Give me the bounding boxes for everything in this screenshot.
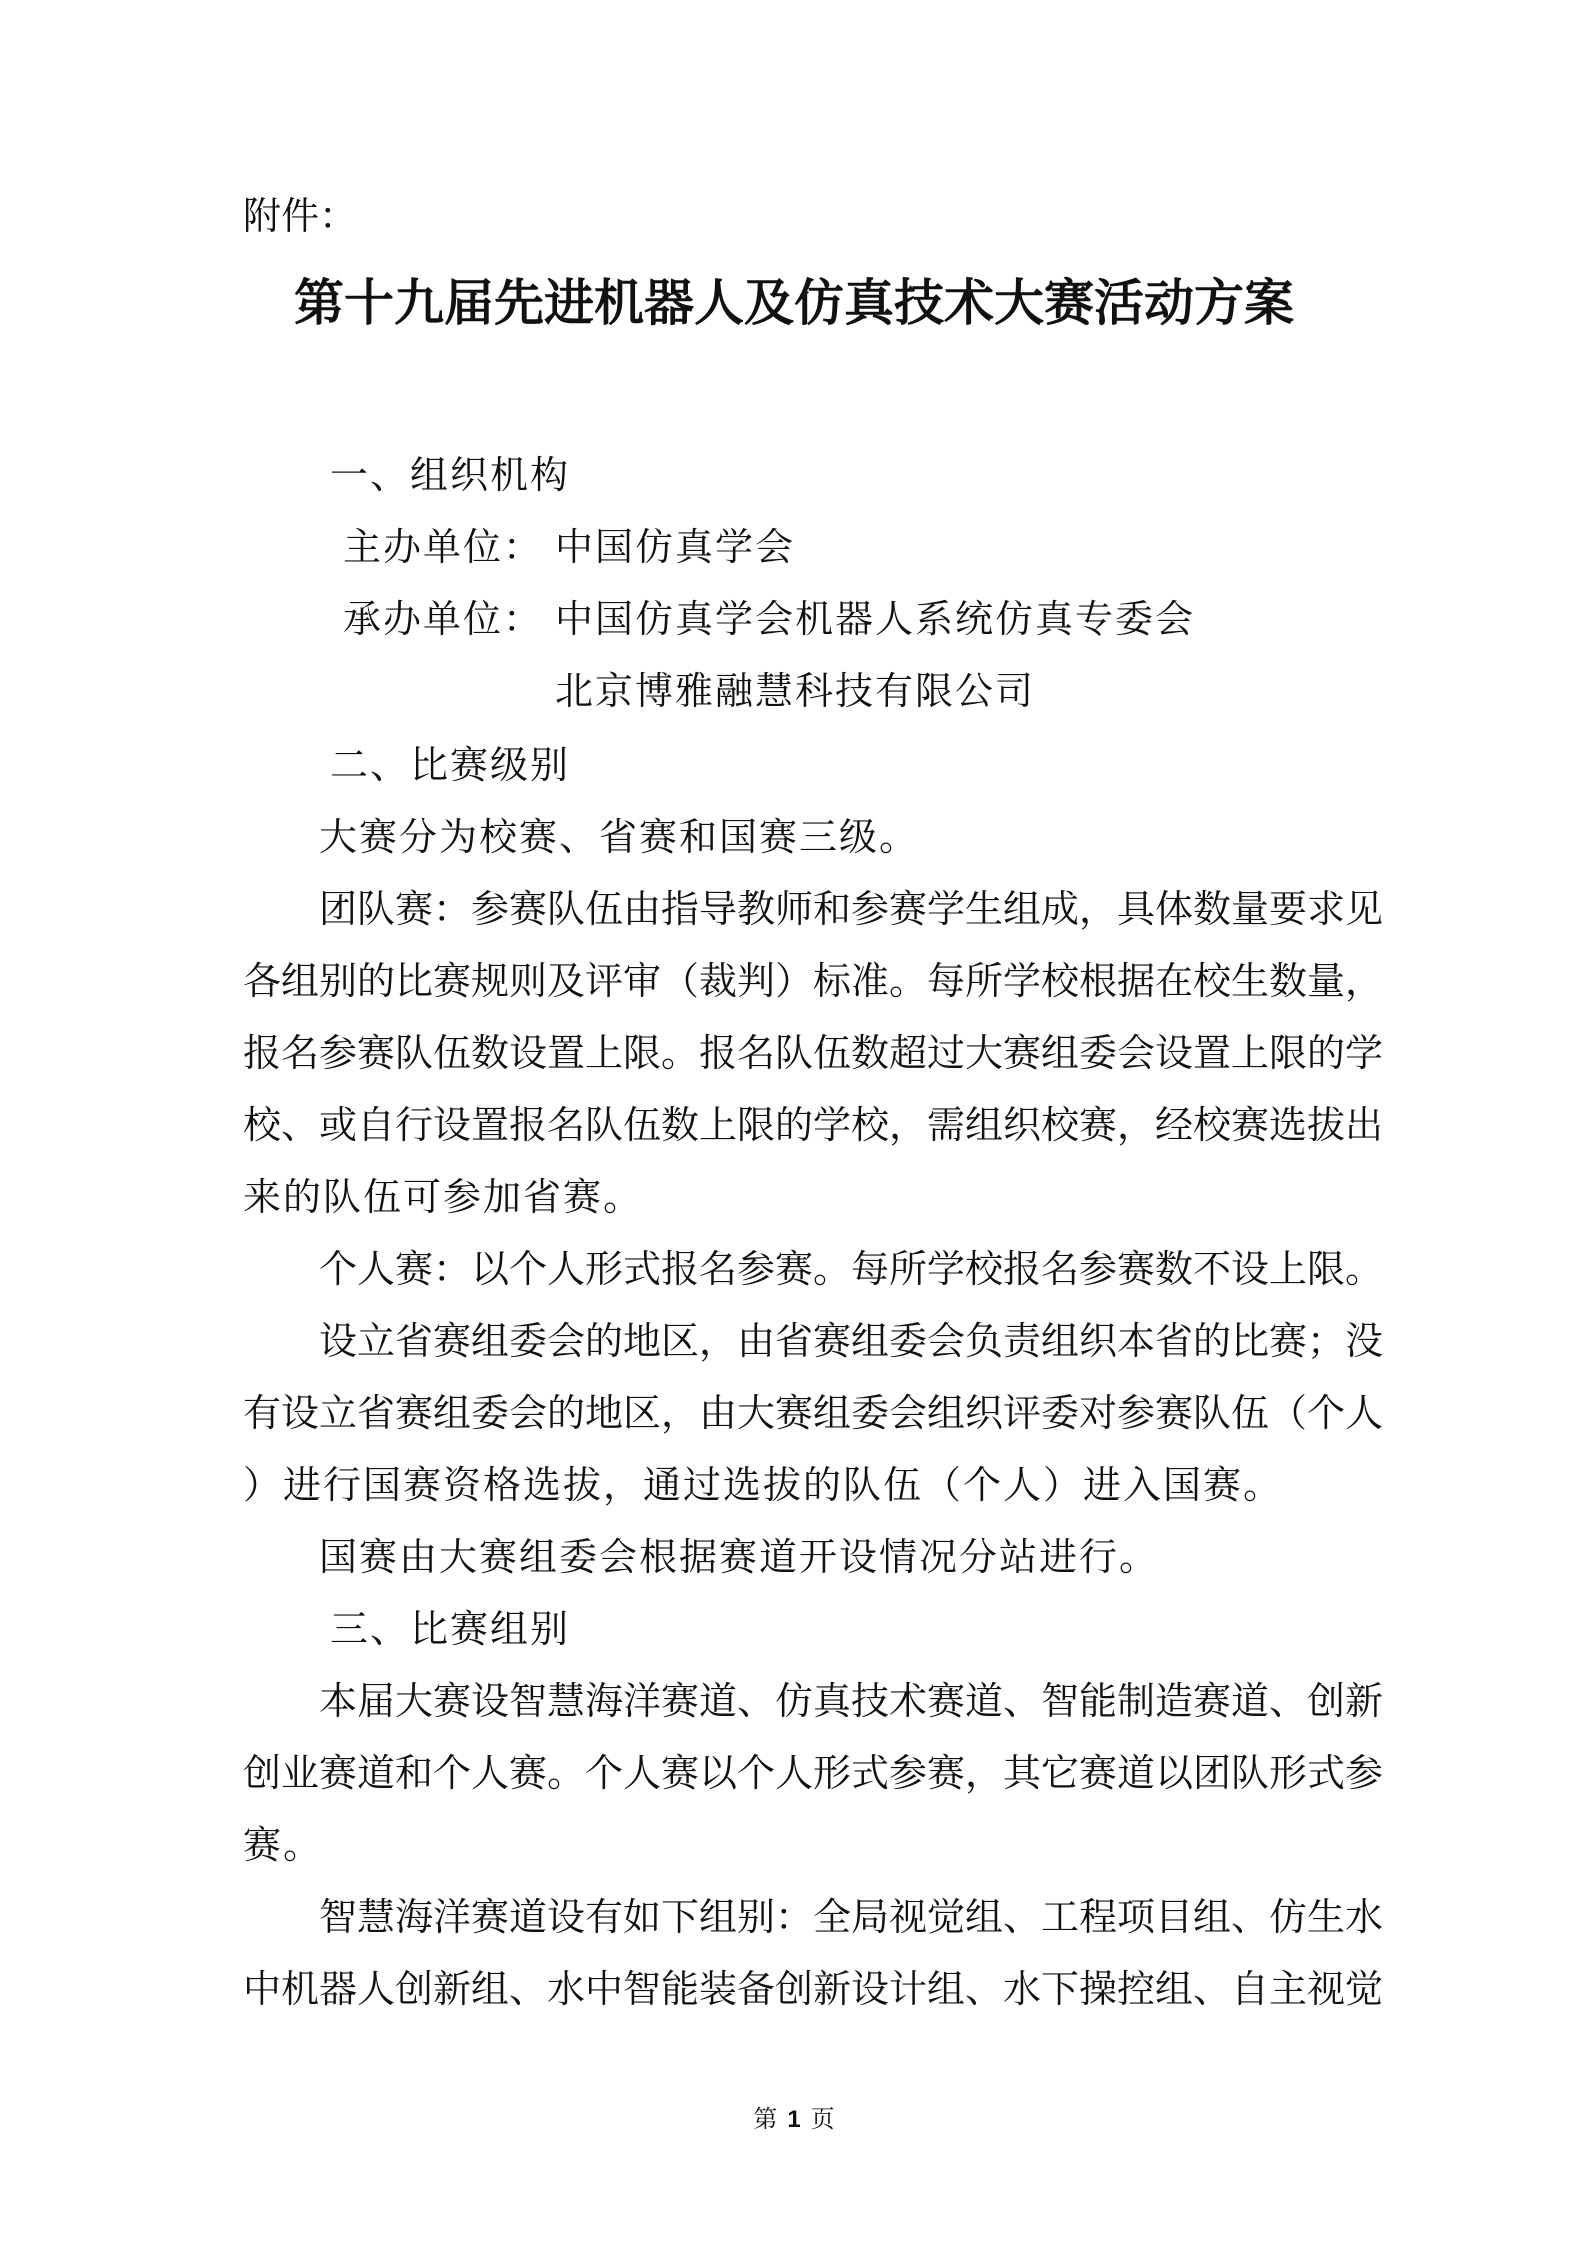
paragraph-province-line: 设立省赛组委会的地区，由省赛组委会负责组织本省的比赛；没	[319, 1319, 1384, 1363]
organizer-label: 承办单位：	[343, 597, 544, 641]
page-footer	[0, 2103, 1588, 2136]
footer-prefix: 第	[753, 2105, 778, 2133]
paragraph-ocean-line: 中机器人创新组、水中智能装备创新设计组、水下操控组、自主视觉	[243, 1967, 1384, 2011]
paragraph-team-line: 校、或自行设置报名队伍数上限的学校，需组织校赛，经校赛选拔出	[243, 1103, 1384, 1147]
section-heading-organization: 一、组织机构	[330, 453, 571, 497]
paragraph-tracks-line: 本届大赛设智慧海洋赛道、仿真技术赛道、智能制造赛道、创新	[319, 1679, 1384, 1723]
paragraph-tracks-line: 创业赛道和个人赛。个人赛以个人形式参赛，其它赛道以团队形式参	[243, 1751, 1384, 1795]
paragraph-tracks-line: 赛。	[243, 1823, 324, 1867]
host-label: 主办单位：	[343, 525, 544, 569]
paragraph-team-line: 团队赛：参赛队伍由指导教师和参赛学生组成，具体数量要求见	[319, 887, 1384, 931]
paragraph-province-line: ）进行国赛资格选拔，通过选拔的队伍（个人）进入国赛。	[243, 1463, 1284, 1507]
section-heading-level: 二、比赛级别	[330, 743, 571, 787]
host-value: 中国仿真学会	[555, 525, 796, 569]
document-title: 第十九届先进机器人及仿真技术大赛活动方案	[294, 273, 1294, 332]
paragraph-individual: 个人赛：以个人形式报名参赛。每所学校报名参赛数不设上限。	[319, 1247, 1384, 1291]
attachment-label: 附件：	[243, 194, 358, 238]
paragraph-national: 国赛由大赛组委会根据赛道开设情况分站进行。	[319, 1535, 1160, 1579]
paragraph-ocean-line: 智慧海洋赛道设有如下组别：全局视觉组、工程项目组、仿生水	[319, 1895, 1384, 1939]
organizer-value-2: 北京博雅融慧科技有限公司	[555, 669, 1036, 713]
paragraph-team-line: 各组别的比赛规则及评审（裁判）标准。每所学校根据在校生数量，	[243, 959, 1384, 1003]
paragraph-level-tiers: 大赛分为校赛、省赛和国赛三级。	[319, 815, 920, 859]
organizer-value-1: 中国仿真学会机器人系统仿真专委会	[555, 597, 1196, 641]
section-heading-groups: 三、比赛组别	[330, 1607, 571, 1651]
page-number: 1	[787, 2106, 801, 2133]
footer-suffix: 页	[810, 2105, 835, 2133]
paragraph-team-line: 报名参赛队伍数设置上限。报名队伍数超过大赛组委会设置上限的学	[243, 1031, 1384, 1075]
paragraph-province-line: 有设立省赛组委会的地区，由大赛组委会组织评委对参赛队伍（个人	[243, 1391, 1384, 1435]
paragraph-team-line: 来的队伍可参加省赛。	[243, 1175, 644, 1219]
